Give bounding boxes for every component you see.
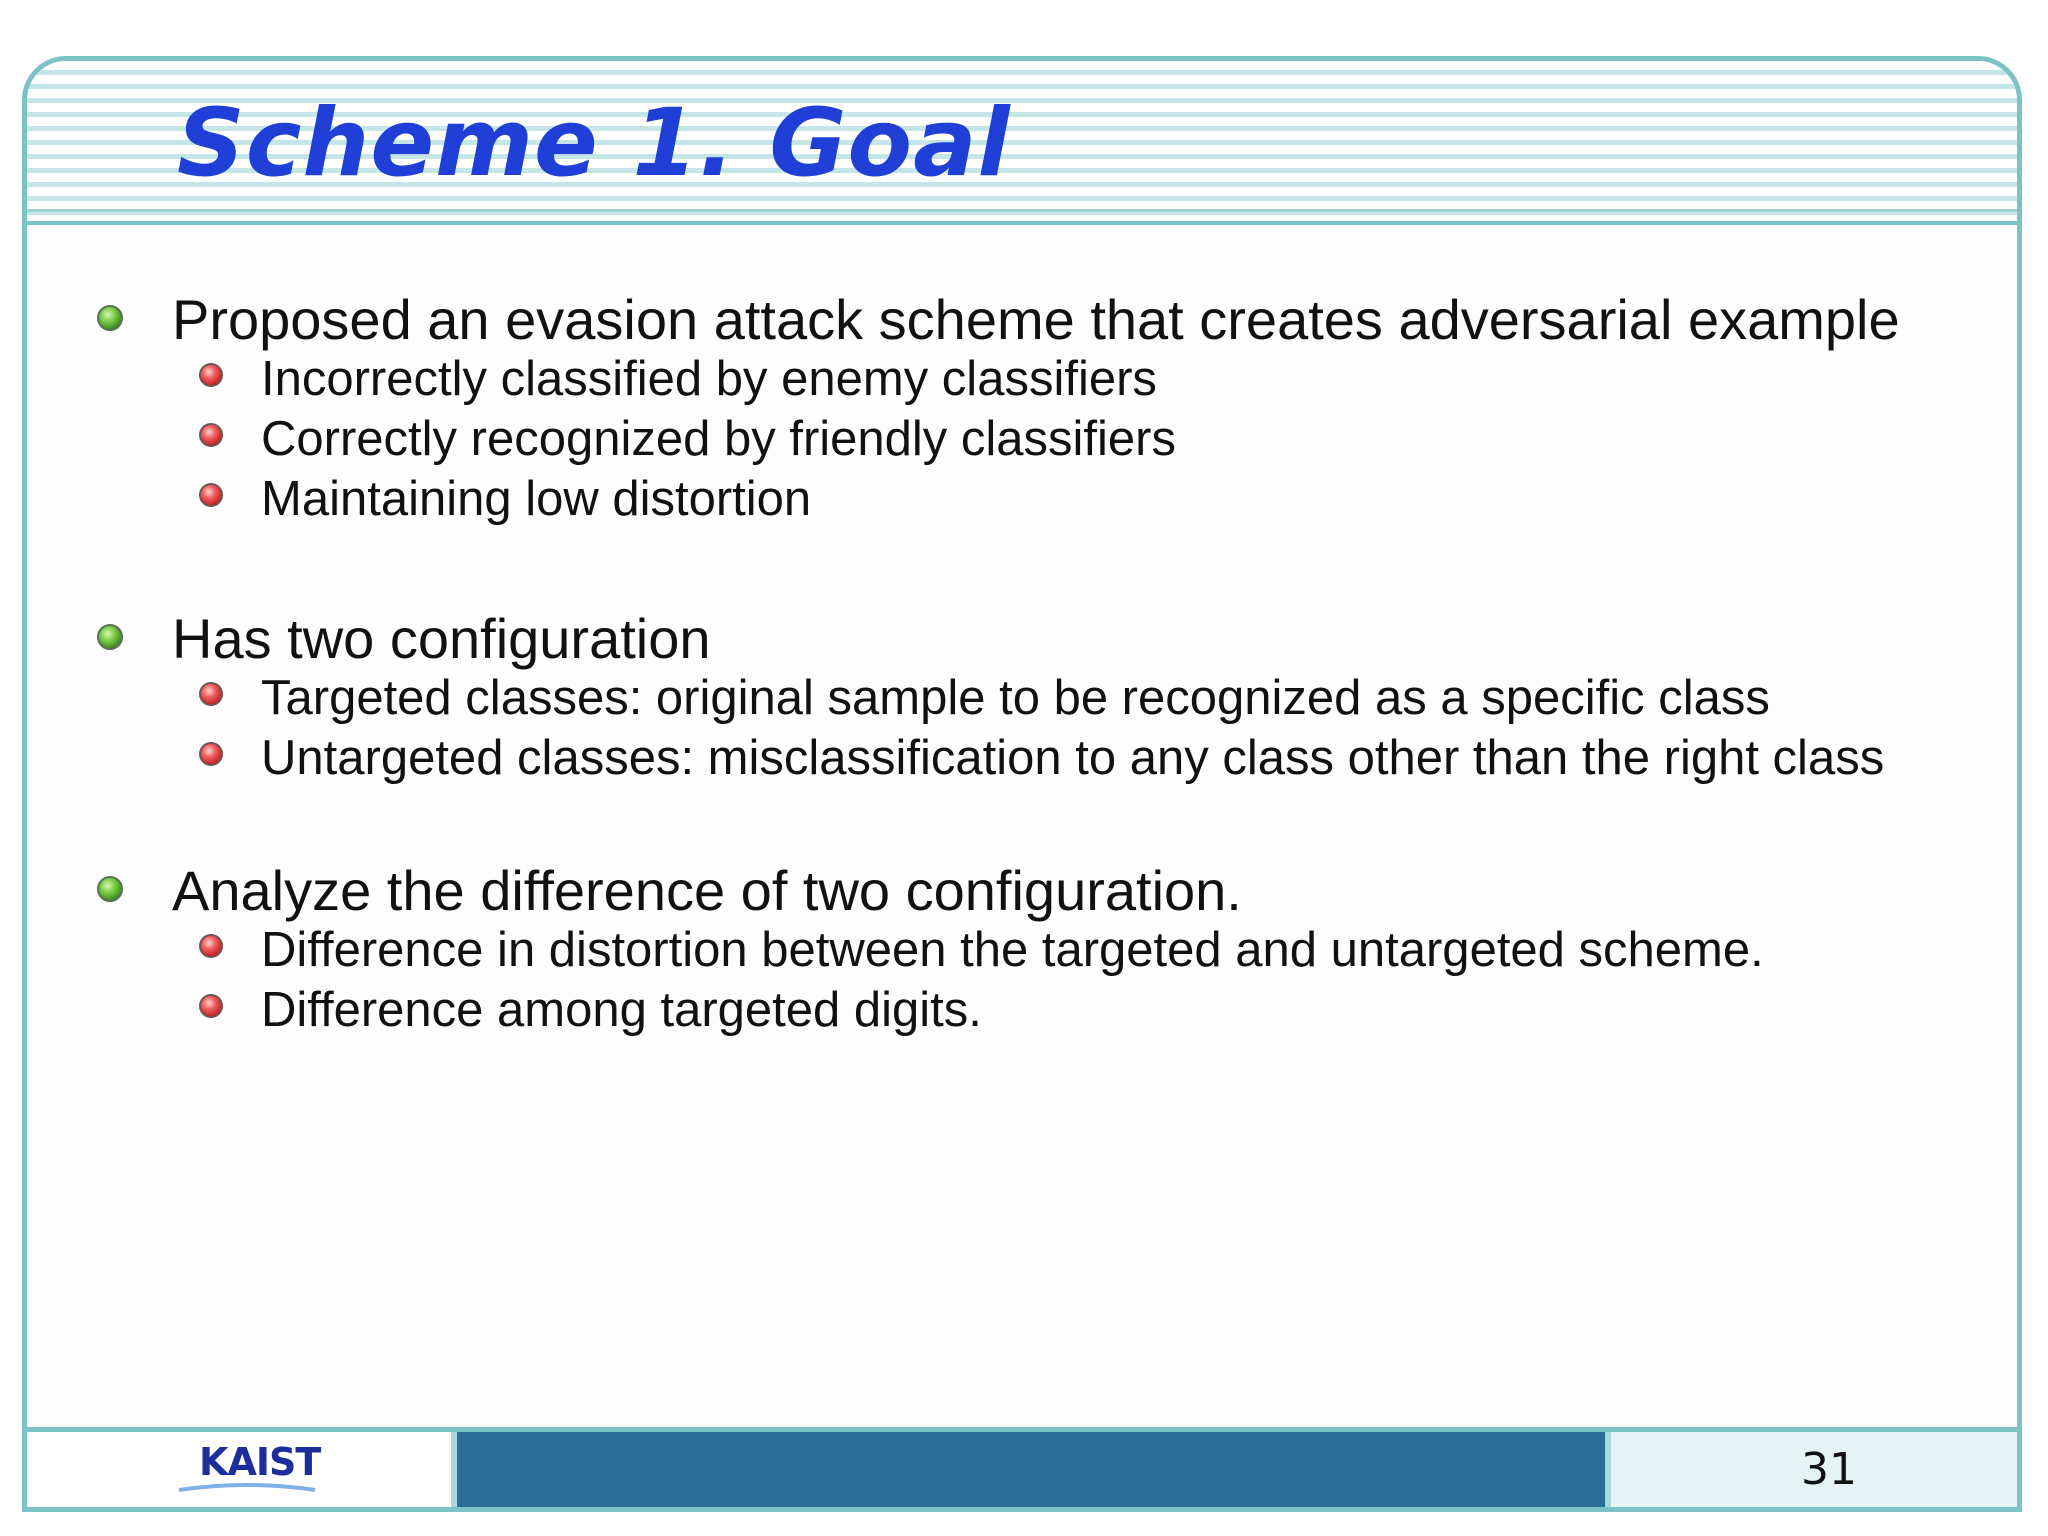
slide-title: Scheme 1. Goal: [177, 89, 1011, 198]
bullet-red-icon: [199, 363, 223, 387]
bullet-red-icon: [199, 934, 223, 958]
kaist-logo: KAIST: [199, 1440, 321, 1484]
bullet-sub-1-1: Incorrectly classified by enemy classifiers: [261, 352, 1157, 406]
bullet-red-icon: [199, 994, 223, 1018]
bullet-red-icon: [199, 742, 223, 766]
bullet-sub-2-2: Untargeted classes: misclassification to any class other than the right class: [261, 731, 1885, 785]
bullet-sub-1-3: Maintaining low distortion: [261, 472, 812, 526]
bullet-sub-3-2: Difference among targeted digits.: [261, 983, 982, 1037]
slide-header: [27, 61, 2017, 225]
bullet-red-icon: [199, 483, 223, 507]
bullet-green-icon: [97, 876, 123, 902]
bullet-main-1: Proposed an evasion attack scheme that creates adversarial example: [172, 288, 1900, 351]
bullet-main-2: Has two configuration: [172, 607, 711, 670]
footer-page-area: [1611, 1432, 2017, 1507]
bullet-red-icon: [199, 423, 223, 447]
bullet-green-icon: [97, 624, 123, 650]
bullet-sub-3-1: Difference in distortion between the targeted and untargeted scheme.: [261, 923, 1764, 977]
page-number: 31: [1801, 1444, 1857, 1495]
footer-logo-area: [27, 1432, 447, 1507]
bullet-sub-1-2: Correctly recognized by friendly classifiers: [261, 412, 1176, 466]
footer-bar: [451, 1432, 1611, 1507]
bullet-main-3: Analyze the difference of two configuration.: [172, 859, 1242, 922]
slide-frame: [22, 56, 2022, 1512]
bullet-red-icon: [199, 682, 223, 706]
slide-footer: [27, 1427, 2017, 1507]
logo-swoosh-icon: [177, 1482, 317, 1494]
bullet-sub-2-1: Targeted classes: original sample to be recognized as a specific class: [261, 671, 1770, 725]
bullet-green-icon: [97, 305, 123, 331]
header-divider: [27, 209, 2017, 212]
